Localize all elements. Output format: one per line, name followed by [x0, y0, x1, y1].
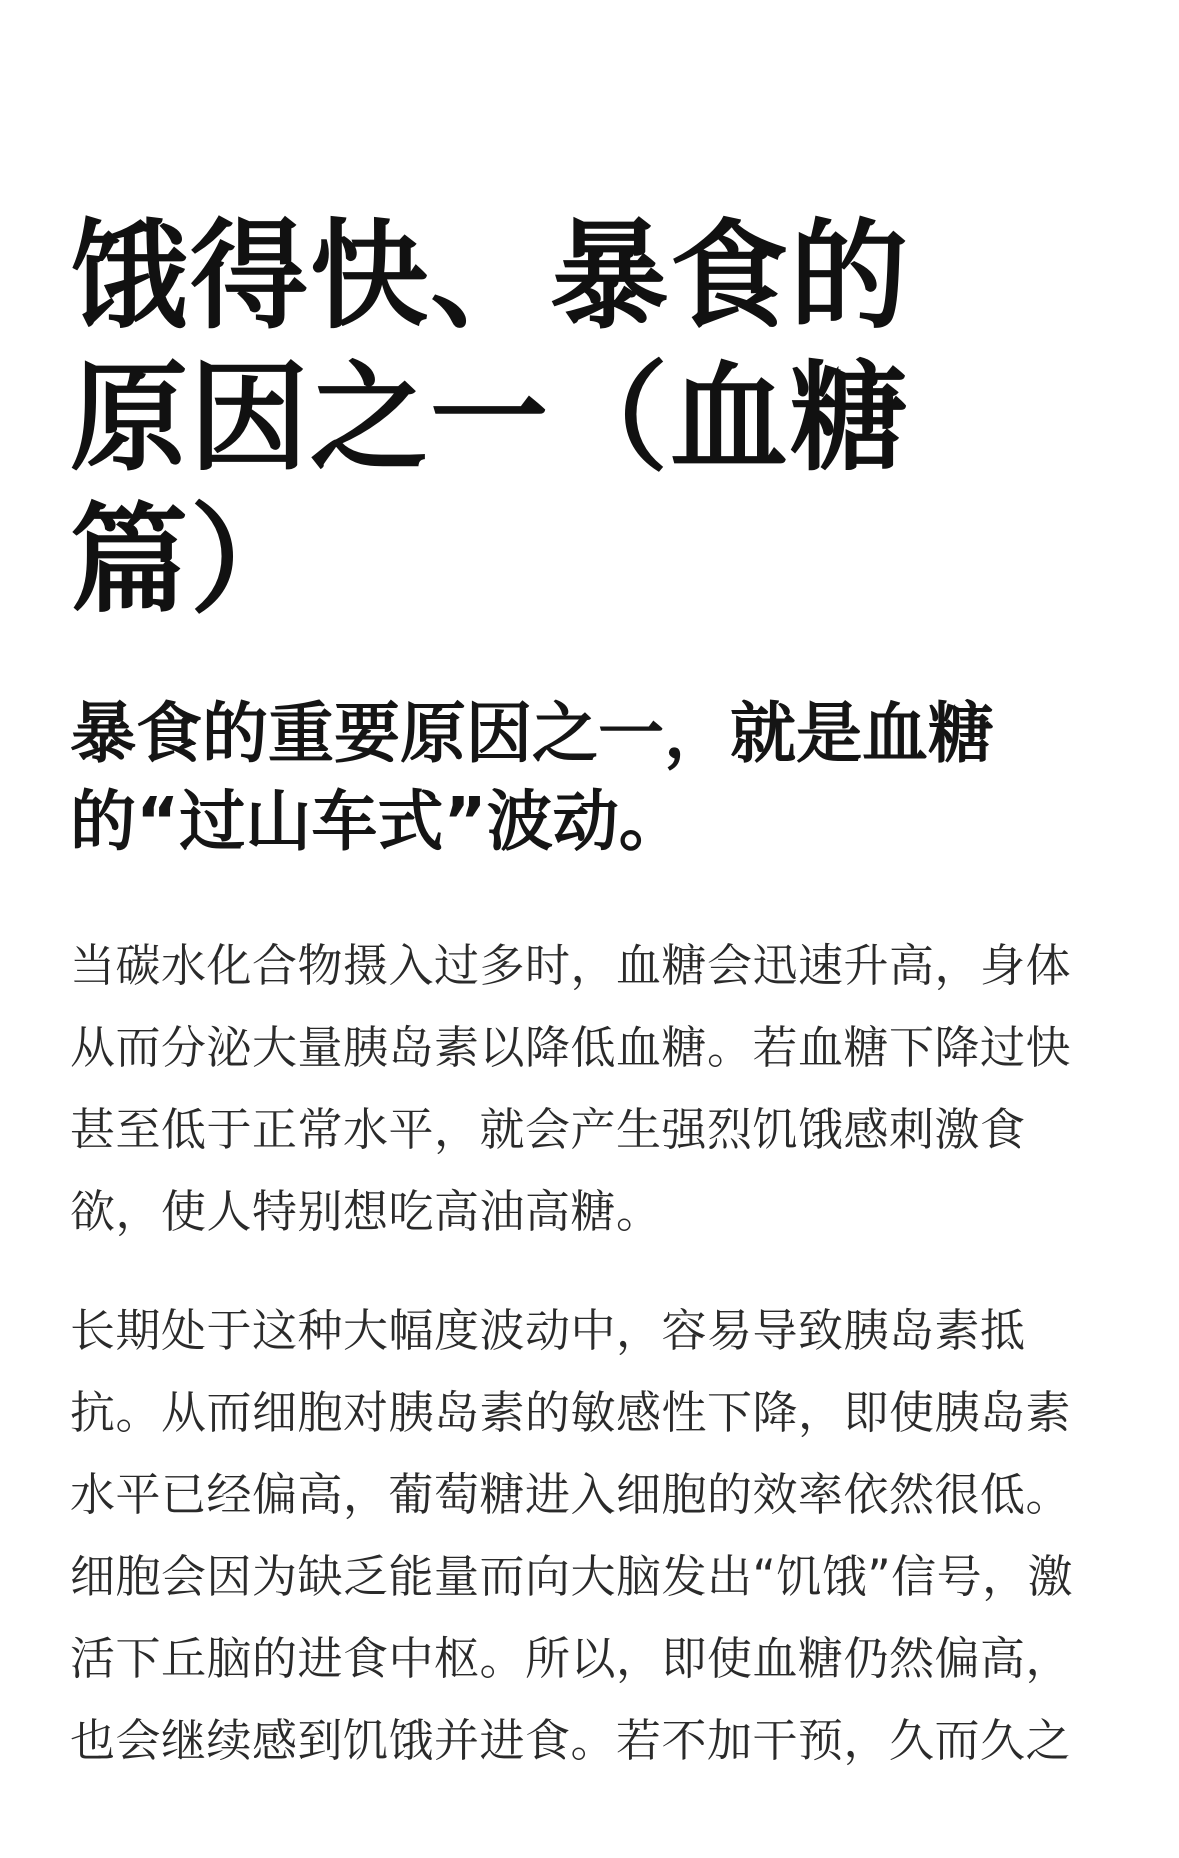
title-line: 篇） [70, 491, 311, 629]
paragraph-line: 甚至低于正常水平，就会产生强烈饥饿感刺激食 [70, 1103, 1026, 1156]
subtitle-line: 的“过山车式”波动。 [70, 783, 685, 860]
article-title [70, 205, 911, 631]
paragraph-1 [70, 925, 1115, 1253]
paragraph-line: 细胞会因为缺乏能量而向大脑发出“饥饿”信号，激 [70, 1550, 1074, 1603]
paragraph-line: 水平已经偏高，葡萄糖进入细胞的效率依然很低。 [70, 1468, 1072, 1521]
paragraph-line: 活下丘脑的进食中枢。所以，即使血糖仍然偏高， [70, 1632, 1072, 1685]
paragraph-line: 欲，使人特别想吃高油高糖。 [70, 1185, 662, 1238]
article-subtitle [70, 690, 1070, 866]
paragraph-line: 也会继续感到饥饿并进食。若不加干预，久而久之 [70, 1714, 1072, 1767]
paragraph-line: 当碳水化合物摄入过多时，血糖会迅速升高，身体 [70, 939, 1072, 992]
title-line: 饿得快、暴食的 [70, 207, 911, 345]
paragraph-line: 从而分泌大量胰岛素以降低血糖。若血糖下降过快 [70, 1021, 1072, 1074]
paragraph-line: 抗。从而细胞对胰岛素的敏感性下降，即使胰岛素 [70, 1386, 1072, 1439]
subtitle-line: 暴食的重要原因之一，就是血糖 [70, 695, 994, 772]
paragraph-2 [70, 1290, 1115, 1782]
title-line: 原因之一（血糖 [70, 349, 911, 487]
paragraph-line: 长期处于这种大幅度波动中，容易导致胰岛素抵 [70, 1304, 1026, 1357]
